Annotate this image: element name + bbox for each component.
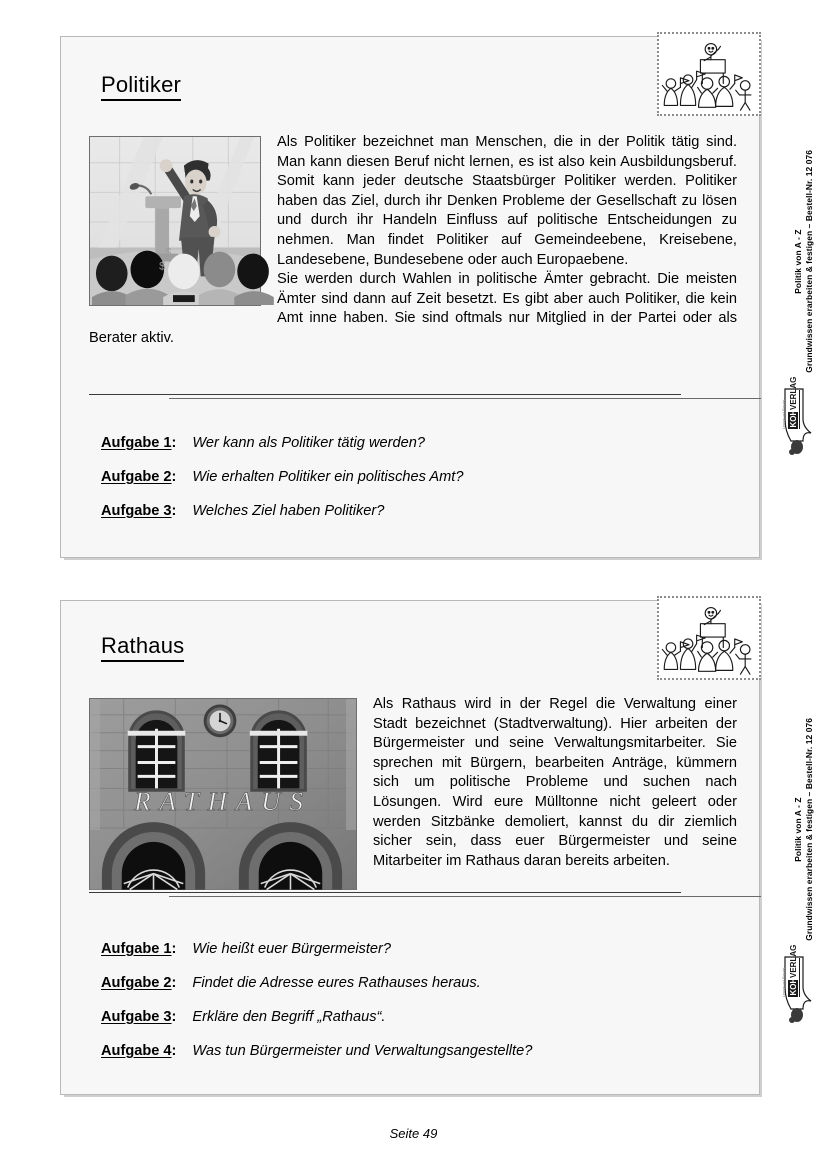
task-text: Was tun Bürgermeister und Verwaltungsangestellte? <box>192 1043 533 1059</box>
task-row <box>101 1009 532 1025</box>
task-text: Findet die Adresse eures Rathauses heraus. <box>192 975 481 991</box>
svg-text:Lernen mit Freude: Lernen mit Freude <box>782 399 786 429</box>
task-row <box>101 941 532 957</box>
imprint-text <box>793 718 815 941</box>
section-body-politiker <box>89 133 737 349</box>
task-label: Aufgabe 3: <box>101 1009 177 1025</box>
task-text: Welches Ziel haben Politiker? <box>192 503 385 519</box>
section-card-politiker <box>60 36 760 558</box>
svg-text:$: $ <box>165 246 172 259</box>
svg-text:$: $ <box>159 260 166 273</box>
page-footer: Seite 49 <box>389 1126 438 1141</box>
svg-text:KOHL: KOHL <box>789 972 799 996</box>
imprint-line-2: Grundwissen erarbeiten & festigen – Bestell-Nr. 12 076 <box>804 150 814 373</box>
imprint-block-top <box>782 150 821 560</box>
section-title-rathaus: Rathaus <box>101 634 184 662</box>
task-label: Aufgabe 2: <box>101 975 177 991</box>
speaker-with-crowd-illustration <box>657 596 761 680</box>
svg-text:Lernen mit Freude: Lernen mit Freude <box>782 967 786 997</box>
task-row <box>101 1043 532 1059</box>
paragraph: Sie werden durch Wahlen in politische Ämter gebracht. Die meisten Ämter sind dann auf Zeit besetzt. Es gibt aber auch Politiker, die kein Amt inne haben. Sie sind oftmals nur Mitglied in der Partei oder als Berater aktiv. <box>89 271 737 346</box>
task-text: Erkläre den Begriff „Rathaus“. <box>192 1009 386 1025</box>
task-row <box>101 503 463 519</box>
section-card-rathaus <box>60 600 760 1095</box>
imprint-line-1: Politik von A - Z <box>793 229 803 294</box>
town-hall-facade-photo <box>89 698 357 890</box>
task-label: Aufgabe 1: <box>101 435 177 451</box>
imprint-line-1: Politik von A - Z <box>793 797 803 862</box>
task-list-politiker <box>101 435 463 519</box>
svg-text:VERLAG: VERLAG <box>789 944 799 978</box>
section-body-rathaus <box>89 695 737 894</box>
paragraph: Als Rathaus wird in der Regel die Verwaltung einer Stadt bezeichnet (Stadtverwaltung). Hier arbeiten der Bürgermeister und seine Verwaltungsmitarbeiter. Sie sprechen mit Bürgern, bearbeiten Anträge, kümmern sich um politische Probleme und suchen nach Lösungen. Wird eure Mülltonne nicht geleert oder werden Sitzbänke demoliert, kannst du dir ziemlich sicher sein, dass euer Bürgermeister und seine Mitarbeiter im Rathaus daran bereits arbeiten. <box>373 696 737 869</box>
task-row <box>101 975 532 991</box>
kohl-verlag-logo <box>782 376 821 445</box>
kohl-verlag-logo <box>782 944 821 1013</box>
imprint-text <box>793 150 815 373</box>
task-label: Aufgabe 3: <box>101 503 177 519</box>
section-divider <box>89 394 761 400</box>
section-divider <box>89 892 761 898</box>
imprint-line-2: Grundwissen erarbeiten & festigen – Bestell-Nr. 12 076 <box>804 718 814 941</box>
task-text: Wie erhalten Politiker ein politisches Amt? <box>192 469 464 485</box>
task-list-rathaus <box>101 941 532 1059</box>
task-text: Wer kann als Politiker tätig werden? <box>192 435 425 451</box>
speaker-with-crowd-illustration <box>657 32 761 116</box>
task-text: Wie heißt euer Bürgermeister? <box>192 941 392 957</box>
paragraph: Als Politiker bezeichnet man Menschen, die in der Politik tätig sind. Man kann diesen Beruf nicht lernen, es ist also kein Ausbildungsberuf. Somit kann jeder deutsche Staatsbürger Politiker werden. Politiker haben das Ziel, durch ihr Denken Probleme der Gesellschaft zu lösen und durch ihr Handeln Einfluss auf politische Entscheidungen zu nehmen. Man findet Politiker auf Gemeindeebene, Kreisebene, Landesebene, Bundesebene oder auch Europaebene. <box>277 134 737 268</box>
politician-at-podium-illustration <box>89 136 261 306</box>
svg-text:KOHL: KOHL <box>789 404 799 428</box>
svg-text:RATHAUS: RATHAUS <box>134 786 312 817</box>
task-row <box>101 435 463 451</box>
task-label: Aufgabe 2: <box>101 469 177 485</box>
task-label: Aufgabe 4: <box>101 1043 177 1059</box>
svg-text:VERLAG: VERLAG <box>789 376 799 410</box>
section-title-politiker: Politiker <box>101 73 181 101</box>
imprint-block-bottom <box>782 718 821 1128</box>
task-label: Aufgabe 1: <box>101 941 177 957</box>
task-row <box>101 469 463 485</box>
